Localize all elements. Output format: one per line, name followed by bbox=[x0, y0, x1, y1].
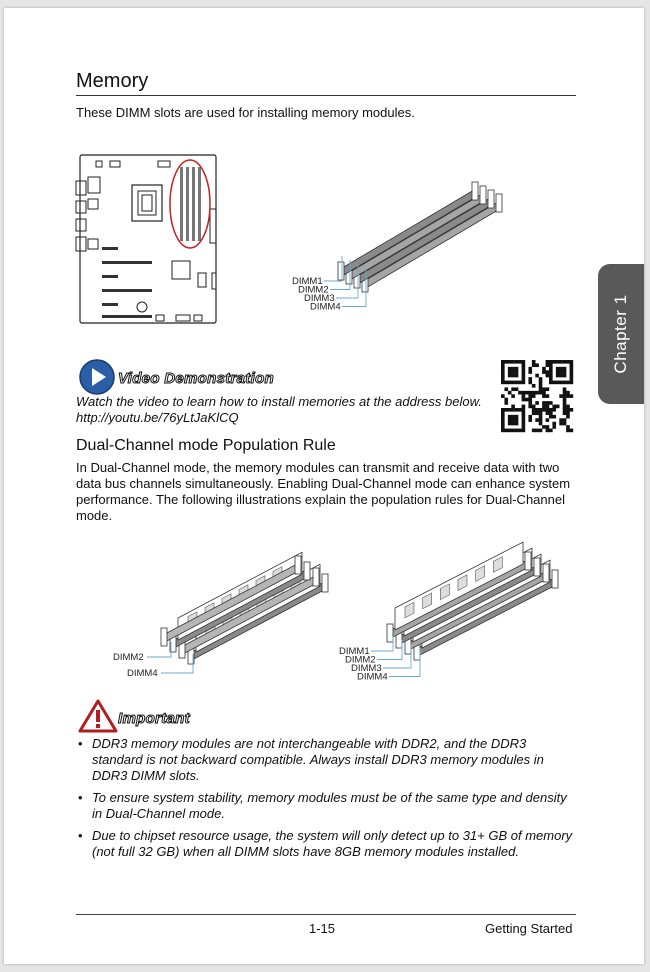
qr-module bbox=[539, 391, 543, 395]
qr-module bbox=[508, 415, 512, 419]
qr-module bbox=[542, 391, 546, 395]
qr-module bbox=[522, 363, 526, 367]
qr-module bbox=[563, 401, 567, 405]
qr-module bbox=[559, 374, 563, 378]
qr-module bbox=[570, 370, 574, 374]
qr-module bbox=[522, 429, 526, 433]
dimm-label: DIMM1 bbox=[339, 646, 370, 657]
qr-module bbox=[535, 363, 539, 367]
qr-module bbox=[563, 405, 567, 409]
slot-latch bbox=[488, 190, 494, 208]
qr-module bbox=[549, 374, 553, 378]
qr-module bbox=[511, 370, 515, 374]
qr-module bbox=[501, 394, 505, 398]
video-description bbox=[76, 394, 496, 426]
qr-module bbox=[535, 408, 539, 412]
qr-module bbox=[532, 360, 536, 364]
qr-module bbox=[566, 360, 570, 364]
qr-module bbox=[549, 381, 553, 385]
qr-module bbox=[515, 408, 519, 412]
qr-module bbox=[542, 387, 546, 391]
video-demonstration-title: Video Demonstration bbox=[118, 370, 274, 387]
qr-module bbox=[570, 367, 574, 371]
list-item: • DDR3 memory modules are not interchangeable with DDR2, and the DDR3 standard is not backward compatible. Always install DDR3 memory modules in DDR3 DIMM slots. bbox=[76, 736, 576, 784]
video-text: Watch the video to learn how to install memories at the address below. bbox=[76, 394, 482, 409]
slot-latch bbox=[534, 558, 540, 576]
qr-module bbox=[556, 360, 560, 364]
qr-module bbox=[546, 425, 550, 429]
qr-module bbox=[542, 367, 546, 371]
qr-module bbox=[528, 401, 532, 405]
qr-module bbox=[508, 418, 512, 422]
qr-module bbox=[539, 415, 543, 419]
qr-module bbox=[518, 360, 522, 364]
qr-module bbox=[542, 405, 546, 409]
qr-module bbox=[559, 422, 563, 426]
qr-module bbox=[532, 384, 536, 388]
qr-module bbox=[566, 415, 570, 419]
qr-module bbox=[504, 381, 508, 385]
qr-module bbox=[563, 360, 567, 364]
qr-module bbox=[563, 394, 567, 398]
slot-latch bbox=[552, 570, 558, 588]
qr-module bbox=[501, 408, 505, 412]
qr-module bbox=[515, 370, 519, 374]
qr-module bbox=[508, 367, 512, 371]
qr-module bbox=[508, 374, 512, 378]
dimm-label: DIMM2 bbox=[345, 654, 376, 666]
qr-module bbox=[501, 367, 505, 371]
qr-module bbox=[511, 408, 515, 412]
qr-module bbox=[549, 429, 553, 433]
qr-module bbox=[501, 381, 505, 385]
qr-module bbox=[518, 381, 522, 385]
qr-module bbox=[539, 411, 543, 415]
qr-module bbox=[522, 374, 526, 378]
qr-module bbox=[546, 418, 550, 422]
qr-module bbox=[522, 411, 526, 415]
slot-latch bbox=[295, 556, 301, 574]
footer-chapter-title: Getting Started bbox=[485, 921, 573, 936]
qr-module bbox=[522, 360, 526, 364]
dimm-label: DIMM2 bbox=[298, 284, 329, 296]
title-rule bbox=[76, 95, 576, 96]
qr-module bbox=[563, 381, 567, 385]
qr-module bbox=[535, 418, 539, 422]
qr-module bbox=[539, 387, 543, 391]
list-item: • Due to chipset resource usage, the system will only detect up to 31+ GB of memory (not full 32 GB) when all DIMM slots have 8GB memory modules installed. bbox=[76, 828, 576, 860]
qr-module bbox=[570, 408, 574, 412]
qr-module bbox=[556, 405, 560, 409]
qr-module bbox=[504, 398, 508, 402]
qr-module bbox=[563, 391, 567, 395]
slot-latch bbox=[480, 186, 486, 204]
qr-module bbox=[570, 394, 574, 398]
qr-module bbox=[563, 398, 567, 402]
qr-module bbox=[556, 374, 560, 378]
qr-module bbox=[559, 418, 563, 422]
qr-module bbox=[532, 405, 536, 409]
qr-module bbox=[546, 405, 550, 409]
qr-module bbox=[501, 363, 505, 367]
qr-module bbox=[511, 381, 515, 385]
qr-module bbox=[504, 408, 508, 412]
slot-latch bbox=[304, 562, 310, 580]
qr-module bbox=[570, 429, 574, 433]
qr-module bbox=[566, 408, 570, 412]
qr-module bbox=[566, 391, 570, 395]
qr-module bbox=[518, 391, 522, 395]
qr-module bbox=[563, 422, 567, 426]
qr-module bbox=[504, 387, 508, 391]
qr-module bbox=[546, 374, 550, 378]
qr-module bbox=[532, 363, 536, 367]
slot-latch bbox=[496, 194, 502, 212]
qr-module bbox=[528, 405, 532, 409]
list-item: • To ensure system stability, memory modules must be of the same type and density in Dual-Channel mode. bbox=[76, 790, 576, 822]
qr-module bbox=[546, 411, 550, 415]
qr-module bbox=[542, 394, 546, 398]
qr-module bbox=[552, 425, 556, 429]
dual-channel-description: In Dual-Channel mode, the memory modules can transmit and receive data with two data bus channels simultaneously. Enabling Dual-Channel mode can enhance system performance. The following illustrations explain the population rules for Dual-Channel mode. bbox=[76, 460, 571, 523]
slot-latch bbox=[322, 574, 328, 592]
footer-rule bbox=[76, 914, 576, 915]
qr-module bbox=[546, 394, 550, 398]
qr-module bbox=[515, 367, 519, 371]
qr-module bbox=[539, 384, 543, 388]
slot-latch bbox=[387, 624, 393, 642]
qr-module bbox=[532, 429, 536, 433]
qr-module bbox=[566, 411, 570, 415]
qr-module bbox=[528, 391, 532, 395]
qr-module bbox=[532, 408, 536, 412]
qr-module bbox=[549, 360, 553, 364]
qr-module bbox=[570, 360, 574, 364]
qr-module bbox=[546, 360, 550, 364]
qr-module bbox=[522, 381, 526, 385]
qr-module bbox=[539, 418, 543, 422]
qr-module bbox=[532, 394, 536, 398]
qr-module bbox=[515, 415, 519, 419]
qr-module bbox=[515, 387, 519, 391]
qr-module bbox=[522, 391, 526, 395]
qr-module bbox=[566, 425, 570, 429]
dimm-label: DIMM2 bbox=[113, 652, 144, 663]
qr-module bbox=[532, 391, 536, 395]
qr-module bbox=[504, 401, 508, 405]
qr-module bbox=[508, 408, 512, 412]
qr-module bbox=[501, 418, 505, 422]
qr-module bbox=[501, 377, 505, 381]
slot-latch bbox=[338, 262, 344, 280]
qr-module bbox=[522, 394, 526, 398]
qr-module bbox=[511, 405, 515, 409]
qr-module bbox=[515, 422, 519, 426]
qr-module bbox=[535, 401, 539, 405]
qr-module bbox=[535, 391, 539, 395]
qr-module bbox=[552, 381, 556, 385]
qr-module bbox=[535, 374, 539, 378]
page-number: 1-15 bbox=[309, 921, 336, 936]
dimm-slots-illustration bbox=[284, 168, 499, 318]
qr-module bbox=[563, 370, 567, 374]
qr-module bbox=[522, 367, 526, 371]
qr-module bbox=[522, 408, 526, 412]
qr-module bbox=[542, 425, 546, 429]
qr-module bbox=[549, 408, 553, 412]
dual-channel-title: Dual-Channel mode Population Rule bbox=[76, 437, 336, 454]
qr-module bbox=[563, 411, 567, 415]
warning-icon bbox=[78, 698, 118, 734]
qr-module bbox=[552, 360, 556, 364]
qr-module bbox=[566, 405, 570, 409]
qr-module bbox=[522, 422, 526, 426]
qr-module bbox=[566, 381, 570, 385]
qr-module bbox=[570, 381, 574, 385]
qr-module bbox=[539, 408, 543, 412]
qr-module bbox=[501, 360, 505, 364]
qr-module bbox=[515, 360, 519, 364]
qr-module bbox=[522, 377, 526, 381]
qr-module bbox=[508, 422, 512, 426]
qr-module bbox=[563, 387, 567, 391]
dimm-label: DIMM1 bbox=[292, 276, 323, 287]
qr-module bbox=[508, 429, 512, 433]
qr-module bbox=[518, 408, 522, 412]
qr-module bbox=[528, 418, 532, 422]
qr-module bbox=[549, 367, 553, 371]
section-intro: These DIMM slots are used for installing memory modules. bbox=[76, 105, 415, 120]
qr-module bbox=[552, 408, 556, 412]
qr-module bbox=[504, 429, 508, 433]
qr-module bbox=[563, 367, 567, 371]
qr-module bbox=[542, 408, 546, 412]
qr-module bbox=[501, 425, 505, 429]
qr-module bbox=[563, 418, 567, 422]
qr-module bbox=[570, 377, 574, 381]
qr-module bbox=[528, 381, 532, 385]
qr-module bbox=[549, 401, 553, 405]
qr-module bbox=[501, 411, 505, 415]
qr-module bbox=[528, 394, 532, 398]
qr-module bbox=[535, 429, 539, 433]
qr-module bbox=[508, 360, 512, 364]
dimm-label: DIMM4 bbox=[127, 668, 158, 679]
chapter-tab-label: Chapter 1 bbox=[611, 294, 630, 374]
qr-module bbox=[515, 374, 519, 378]
video-url-link[interactable]: http://youtu.be/76yLtJaKlCQ bbox=[76, 410, 239, 425]
qr-module bbox=[552, 405, 556, 409]
qr-module bbox=[522, 425, 526, 429]
qr-module bbox=[508, 370, 512, 374]
qr-module bbox=[528, 398, 532, 402]
qr-module bbox=[546, 408, 550, 412]
qr-module bbox=[549, 363, 553, 367]
motherboard-diagram bbox=[76, 153, 221, 328]
qr-module bbox=[501, 370, 505, 374]
qr-module bbox=[511, 422, 515, 426]
qr-module bbox=[525, 391, 529, 395]
qr-module bbox=[504, 360, 508, 364]
qr-module bbox=[542, 401, 546, 405]
qr-module bbox=[522, 415, 526, 419]
important-notes-list bbox=[76, 736, 576, 866]
qr-module bbox=[566, 429, 570, 433]
qr-module bbox=[528, 367, 532, 371]
qr-module bbox=[549, 415, 553, 419]
qr-module bbox=[528, 415, 532, 419]
qr-module bbox=[556, 381, 560, 385]
slot-latch bbox=[543, 564, 549, 582]
qr-module bbox=[522, 398, 526, 402]
qr-module bbox=[539, 377, 543, 381]
qr-module bbox=[546, 401, 550, 405]
qr-module bbox=[563, 374, 567, 378]
qr-module bbox=[566, 394, 570, 398]
dual-channel-two-modules-illustration bbox=[109, 538, 314, 679]
qr-module bbox=[549, 370, 553, 374]
qr-module bbox=[528, 370, 532, 374]
qr-module bbox=[539, 381, 543, 385]
qr-module bbox=[511, 418, 515, 422]
qr-module bbox=[559, 367, 563, 371]
qr-module bbox=[511, 429, 515, 433]
qr-module bbox=[549, 377, 553, 381]
qr-module bbox=[515, 381, 519, 385]
chapter-tab[interactable] bbox=[598, 264, 644, 404]
dimm-label: DIMM3 bbox=[351, 663, 382, 674]
qr-module bbox=[501, 415, 505, 419]
qr-module bbox=[528, 377, 532, 381]
qr-module bbox=[501, 429, 505, 433]
slot-latch bbox=[472, 182, 478, 200]
qr-module bbox=[559, 360, 563, 364]
qr-module bbox=[570, 374, 574, 378]
qr-module bbox=[546, 363, 550, 367]
qr-module bbox=[539, 429, 543, 433]
qr-module bbox=[552, 415, 556, 419]
qr-module bbox=[501, 374, 505, 378]
qr-module bbox=[518, 429, 522, 433]
qr-module bbox=[522, 418, 526, 422]
qr-module bbox=[522, 405, 526, 409]
qr-module bbox=[508, 391, 512, 395]
qr-module bbox=[559, 370, 563, 374]
slot-latch bbox=[161, 628, 167, 646]
play-icon[interactable] bbox=[78, 358, 116, 396]
qr-module bbox=[511, 367, 515, 371]
manual-page bbox=[4, 8, 644, 964]
qr-module bbox=[511, 387, 515, 391]
dual-channel-four-modules-illustration bbox=[329, 538, 544, 683]
qr-module bbox=[535, 411, 539, 415]
slot-latch bbox=[525, 552, 531, 570]
qr-module bbox=[508, 381, 512, 385]
qr-module bbox=[546, 370, 550, 374]
qr-module bbox=[563, 408, 567, 412]
qr-module bbox=[532, 411, 536, 415]
dimm-label: DIMM4 bbox=[357, 671, 388, 683]
qr-module bbox=[542, 370, 546, 374]
qr-module bbox=[556, 370, 560, 374]
dimm-label: DIMM3 bbox=[304, 293, 335, 304]
qr-module bbox=[501, 422, 505, 426]
qr-module bbox=[559, 394, 563, 398]
qr-module bbox=[511, 374, 515, 378]
qr-module bbox=[515, 418, 519, 422]
qr-module bbox=[525, 398, 529, 402]
qr-module bbox=[549, 411, 553, 415]
qr-module bbox=[511, 415, 515, 419]
qr-module bbox=[552, 422, 556, 426]
qr-module bbox=[570, 363, 574, 367]
qr-module bbox=[539, 422, 543, 426]
qr-module bbox=[559, 381, 563, 385]
dimm-label: DIMM4 bbox=[310, 301, 341, 313]
slot-latch bbox=[313, 568, 319, 586]
qr-module bbox=[546, 387, 550, 391]
qr-module bbox=[511, 360, 515, 364]
qr-module bbox=[556, 367, 560, 371]
important-title: Important bbox=[118, 710, 190, 727]
qr-module bbox=[511, 394, 515, 398]
qr-module bbox=[515, 429, 519, 433]
qr-module bbox=[546, 429, 550, 433]
qr-code-icon bbox=[501, 360, 573, 432]
qr-module bbox=[522, 370, 526, 374]
section-title: Memory bbox=[76, 70, 149, 92]
